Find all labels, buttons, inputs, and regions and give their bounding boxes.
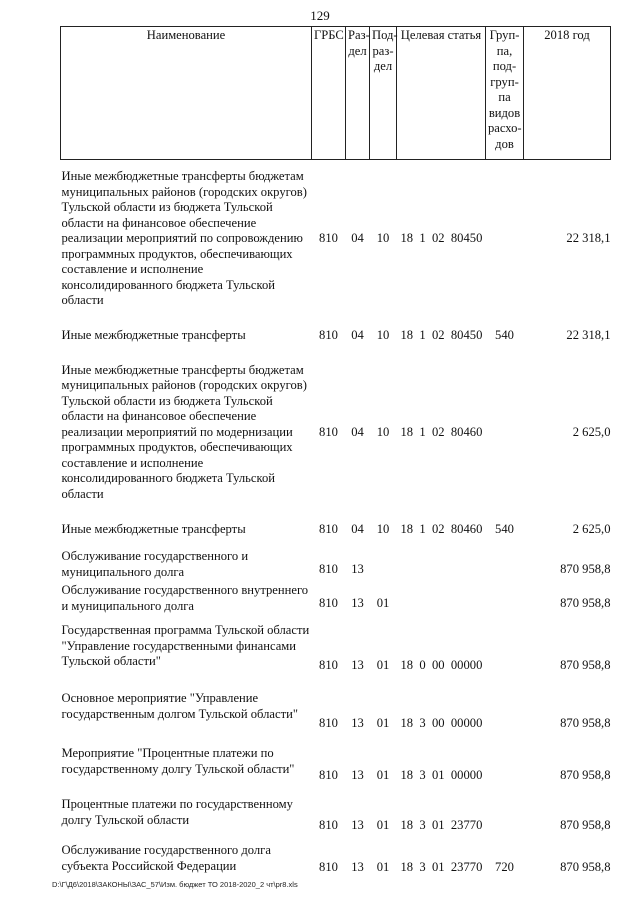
row-tselevaya: 18 1 02 80460 (400, 424, 483, 439)
row-podrazdel (370, 548, 397, 582)
row-grbs: 810 (319, 327, 338, 342)
row-razdel: 13 (351, 596, 364, 610)
row-podrazdel: 01 (376, 658, 390, 672)
row-razdel: 13 (351, 658, 364, 672)
row-grbs: 810 (319, 716, 338, 730)
row-sum: 2 625,0 (572, 424, 611, 439)
row-tselevaya: 18 1 02 80450 (400, 231, 483, 245)
row-podrazdel: 01 (376, 596, 390, 610)
row-razdel: 04 (351, 424, 364, 439)
row-gruppa (486, 788, 524, 838)
row-grbs: 810 (319, 596, 338, 610)
row-name: Иные межбюджетные трансферты бюджетам муниципальных районов (городских округов) Тульской области из бюджета Тульской области на финансовое обеспечение реализации мероприятий по модернизации программных продуктов, обеспечивающих составление и исполнение консолидированного бюджета Тульской области (61, 362, 307, 501)
header-name: Наименование (61, 27, 312, 160)
row-razdel: 13 (351, 768, 364, 782)
header-year: 2018 год (524, 27, 611, 160)
row-sum: 870 958,8 (560, 716, 611, 730)
row-sum: 2 625,0 (572, 521, 611, 536)
table-row (61, 616, 611, 678)
row-grbs: 810 (319, 562, 338, 576)
row-name: Основное мероприятие "Управление государственным долгом Тульской области" (61, 691, 298, 721)
row-razdel: 04 (351, 327, 364, 342)
row-tselevaya: 18 3 01 00000 (400, 768, 483, 782)
header-grbs: ГРБС (312, 27, 346, 160)
table-row (61, 788, 611, 838)
row-sum: 22 318,1 (566, 327, 611, 342)
row-tselevaya: 18 3 00 00000 (400, 716, 483, 730)
budget-table (60, 26, 611, 880)
row-podrazdel: 10 (376, 231, 390, 245)
row-gruppa: 540 (495, 521, 514, 536)
row-gruppa (486, 616, 524, 678)
row-name: Процентные платежи по государственному долгу Тульской области (61, 797, 293, 827)
row-podrazdel: 01 (376, 860, 390, 874)
row-grbs: 810 (319, 424, 338, 439)
header-podrazdel: Под- раз- дел (370, 27, 397, 160)
row-gruppa: 540 (495, 327, 514, 342)
row-name: Государственная программа Тульской области "Управление государственными финансами Тульской области" (61, 623, 310, 669)
row-tselevaya (397, 548, 486, 582)
row-gruppa (486, 582, 524, 616)
row-sum: 870 958,8 (560, 860, 611, 874)
row-gruppa (486, 354, 524, 512)
row-sum: 22 318,1 (566, 231, 611, 245)
header-razdel: Раз- дел (346, 27, 370, 160)
page-number: 129 (310, 8, 330, 23)
table-row (61, 678, 611, 736)
row-podrazdel: 10 (376, 424, 390, 439)
row-name: Обслуживание государственного долга субъекта Российской Федерации (61, 843, 271, 873)
row-name: Обслуживание государственного и муниципального долга (61, 549, 249, 579)
table-row (61, 548, 611, 582)
row-grbs: 810 (319, 658, 338, 672)
file-path-footer: D:\Г\Д6\2018\ЗАКОНЫ\ЗАС_57\Изм. бюджет ТО 2018-2020_2 чт\pr8.xls (52, 880, 298, 889)
row-name: Мероприятие "Процентные платежи по государственному долгу Тульской области" (61, 746, 295, 776)
row-name: Иные межбюджетные трансферты (61, 521, 246, 536)
row-gruppa (486, 160, 524, 318)
row-sum: 870 958,8 (560, 658, 611, 672)
row-podrazdel: 01 (376, 768, 390, 782)
row-name: Иные межбюджетные трансферты бюджетам муниципальных районов (городских округов) Тульской области из бюджета Тульской области на финансовое обеспечение реализации мероприятий по сопровождению программных продуктов, обеспечивающих составление и исполнение консолидированного бюджета Тульской области (61, 169, 307, 307)
row-razdel: 13 (351, 562, 364, 576)
row-podrazdel: 10 (376, 521, 390, 536)
row-grbs: 810 (319, 860, 338, 874)
row-gruppa (486, 548, 524, 582)
header-gruppa: Груп- па, под- груп- па видов расхо- дов (486, 27, 524, 160)
row-razdel: 04 (351, 521, 364, 536)
row-tselevaya: 18 3 01 23770 (400, 818, 483, 832)
table-row (61, 354, 611, 512)
row-tselevaya: 18 3 01 23770 (400, 860, 483, 874)
table-row (61, 160, 611, 318)
row-razdel: 13 (351, 860, 364, 874)
table-body (61, 160, 611, 880)
row-podrazdel: 10 (376, 327, 390, 342)
row-sum: 870 958,8 (560, 596, 611, 610)
row-razdel: 04 (351, 231, 364, 245)
row-tselevaya: 18 0 00 00000 (400, 658, 483, 672)
table-header (61, 27, 611, 160)
row-sum: 870 958,8 (560, 768, 611, 782)
row-tselevaya (397, 582, 486, 616)
row-name: Обслуживание государственного внутреннего и муниципального долга (61, 583, 309, 613)
table-row (61, 838, 611, 880)
header-tselevaya: Целевая статья (397, 27, 486, 160)
row-gruppa (486, 678, 524, 736)
table-row (61, 318, 611, 354)
row-sum: 870 958,8 (560, 562, 611, 576)
row-gruppa (486, 736, 524, 788)
row-grbs: 810 (319, 818, 338, 832)
row-podrazdel: 01 (376, 716, 390, 730)
table-row (61, 736, 611, 788)
row-grbs: 810 (319, 231, 338, 245)
row-tselevaya: 18 1 02 80450 (400, 327, 483, 342)
table-row (61, 582, 611, 616)
row-tselevaya: 18 1 02 80460 (400, 521, 483, 536)
row-sum: 870 958,8 (560, 818, 611, 832)
table-row (61, 512, 611, 548)
row-razdel: 13 (351, 716, 364, 730)
row-razdel: 13 (351, 818, 364, 832)
row-grbs: 810 (319, 521, 338, 536)
row-gruppa: 720 (495, 860, 514, 874)
row-name: Иные межбюджетные трансферты (61, 327, 246, 342)
row-podrazdel: 01 (376, 818, 390, 832)
row-grbs: 810 (319, 768, 338, 782)
